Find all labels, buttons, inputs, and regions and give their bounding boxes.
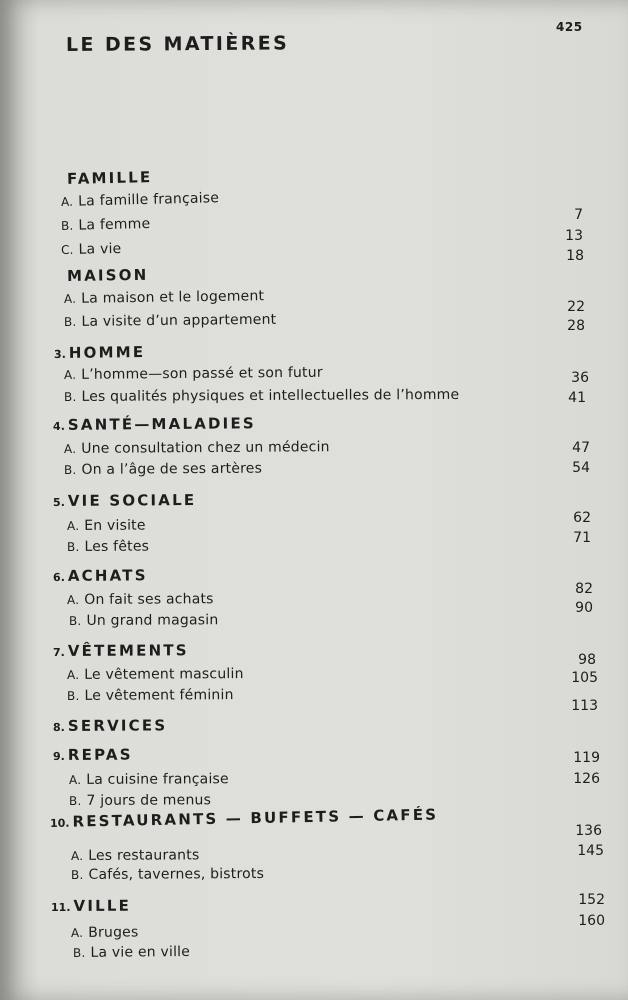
entry-title: La cuisine française: [86, 771, 229, 788]
entry-title: Le vêtement féminin: [84, 687, 234, 704]
section-number: 3.: [53, 347, 66, 361]
page-title: LE DES MATIÈRES: [65, 32, 290, 56]
page-number: 425: [556, 20, 583, 34]
toc-entry: [69, 792, 211, 809]
section-title: REPAS: [67, 745, 133, 764]
page-reference: 13: [565, 228, 583, 244]
page-reference: 41: [568, 390, 586, 406]
toc-entry: [67, 591, 214, 608]
section-heading: [51, 897, 131, 915]
toc-entry: [64, 312, 276, 330]
page-reference: 82: [575, 581, 593, 597]
toc-entry: [61, 190, 219, 210]
page-reference: 22: [567, 299, 585, 315]
entry-title: La femme: [78, 215, 151, 234]
page-reference: 71: [573, 530, 591, 546]
section-number: 7.: [52, 645, 65, 659]
page-reference: 47: [572, 440, 590, 456]
entry-letter: B.: [60, 218, 74, 233]
toc-entry: [64, 365, 323, 383]
page-reference: 105: [571, 670, 598, 686]
toc-entry: [64, 439, 330, 457]
toc-entry: [61, 216, 151, 234]
page-reference: 119: [573, 750, 600, 766]
toc-entry: [73, 944, 190, 961]
section-heading: [53, 414, 256, 434]
toc-entry: [61, 241, 122, 258]
toc-entry: [64, 387, 459, 405]
page-reference: 152: [578, 892, 605, 908]
section-heading: [53, 491, 196, 510]
entry-letter: B.: [63, 462, 77, 477]
entry-title: On fait ses achats: [84, 591, 214, 608]
toc-entry: [64, 461, 262, 478]
section-heading: [54, 343, 145, 362]
entry-title: Cafés, tavernes, bistrots: [88, 865, 265, 883]
entry-letter: A.: [68, 772, 82, 787]
entry-title: Les restaurants: [88, 847, 200, 864]
section-number: 8.: [52, 720, 65, 734]
section-number: 4.: [52, 419, 65, 433]
entry-title: Bruges: [88, 924, 139, 941]
entry-title: On a l’âge de ses artères: [81, 460, 263, 478]
page-reference: 160: [578, 913, 605, 929]
entry-letter: B.: [63, 389, 77, 404]
entry-title: La vie: [78, 240, 122, 258]
toc-entry: [71, 924, 139, 941]
page-reference: 18: [566, 248, 584, 264]
entry-title: Le vêtement masculin: [84, 666, 244, 683]
entry-letter: A.: [63, 367, 77, 382]
toc-entry: [71, 866, 264, 883]
entry-title: En visite: [84, 517, 146, 534]
section-number: 9.: [52, 749, 65, 763]
section-title: VILLE: [73, 896, 132, 915]
entry-title: Les fêtes: [84, 538, 150, 555]
section-heading: [64, 266, 149, 285]
section-number: 5.: [52, 495, 65, 509]
section-heading: [53, 746, 133, 764]
entry-title: La visite d’un appartement: [81, 311, 277, 330]
entry-title: La famille française: [78, 190, 220, 210]
section-title: MAISON: [66, 265, 149, 285]
entry-title: La maison et le logement: [81, 288, 265, 307]
entry-letter: A.: [63, 441, 77, 456]
toc-entry: [67, 539, 149, 555]
toc-entry: [69, 612, 218, 629]
entry-letter: B.: [66, 539, 80, 554]
entry-letter: A.: [70, 925, 84, 940]
section-title: FAMILLE: [66, 168, 153, 188]
entry-letter: A.: [63, 291, 77, 306]
section-title: VÊTEMENTS: [67, 641, 189, 660]
section-title: RESTAURANTS — BUFFETS — CAFÉS: [72, 805, 439, 831]
entry-letter: A.: [66, 667, 80, 682]
entry-letter: B.: [68, 793, 82, 808]
section-heading: [53, 641, 189, 660]
entry-letter: A.: [66, 592, 80, 607]
section-number: 10.: [49, 816, 70, 830]
toc-entry: [69, 771, 229, 788]
section-heading: [50, 806, 439, 831]
entry-title: L’homme—son passé et son futur: [81, 364, 323, 383]
entry-title: Une consultation chez un médecin: [81, 439, 330, 457]
entry-letter: A.: [60, 194, 74, 209]
toc-entry: [67, 666, 244, 683]
entry-letter: A.: [70, 848, 84, 863]
toc-entry: [64, 288, 264, 307]
toc-entry: [71, 847, 200, 864]
page-reference: 90: [575, 600, 593, 616]
entry-title: 7 jours de menus: [86, 792, 212, 809]
section-heading: [64, 168, 153, 188]
section-title: ACHATS: [67, 566, 148, 585]
entry-title: Un grand magasin: [86, 612, 219, 629]
entry-letter: B.: [63, 314, 77, 329]
page-reference: 54: [572, 460, 590, 476]
section-heading: [53, 716, 167, 735]
entry-title: La vie en ville: [90, 943, 191, 961]
section-title: VIE SOCIALE: [67, 491, 197, 510]
page-reference: 7: [574, 207, 583, 223]
page-reference: 28: [567, 318, 585, 334]
section-title: SANTÉ—MALADIES: [67, 414, 256, 434]
entry-letter: B.: [68, 613, 82, 628]
entry-title: Les qualités physiques et intellectuelles de l’homme: [81, 386, 460, 405]
section-title: HOMME: [68, 343, 146, 362]
page-reference: 113: [571, 698, 598, 714]
toc-entry: [67, 687, 234, 704]
toc-entry: [67, 518, 146, 534]
entry-letter: B.: [70, 867, 84, 882]
page-reference: 36: [571, 370, 589, 386]
entry-letter: B.: [72, 945, 86, 960]
entry-letter: C.: [60, 242, 74, 257]
entry-letter: B.: [66, 688, 80, 703]
page-reference: 98: [578, 652, 596, 668]
page-reference: 62: [573, 510, 591, 526]
section-title: SERVICES: [67, 716, 168, 735]
section-number: 11.: [50, 900, 71, 914]
section-number: 6.: [52, 570, 65, 584]
page-reference: 145: [577, 843, 604, 859]
page-reference: 126: [573, 771, 600, 787]
section-heading: [53, 566, 148, 585]
page-reference: 136: [575, 823, 602, 839]
entry-letter: A.: [66, 518, 80, 533]
